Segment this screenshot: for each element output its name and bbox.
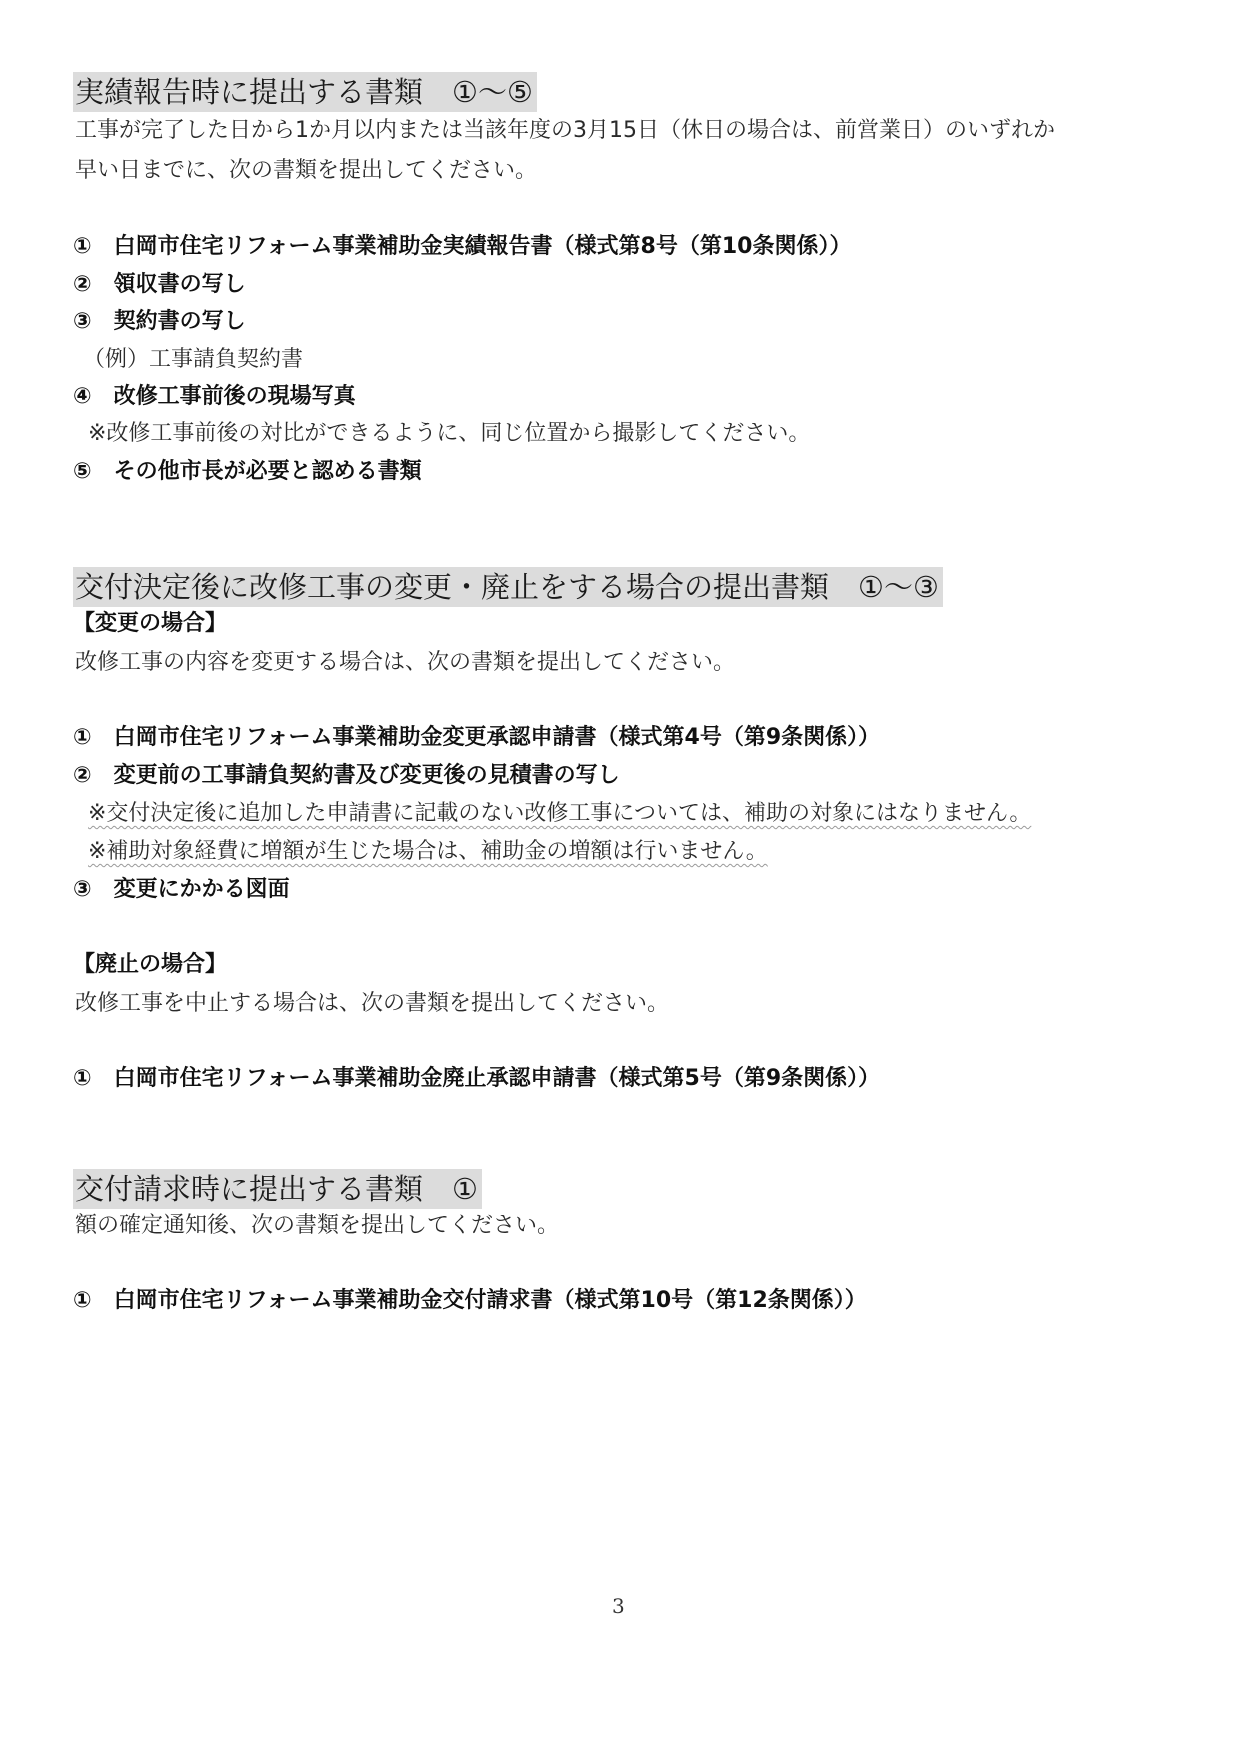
request-intro: 額の確定通知後、次の書類を提出してください。: [75, 1213, 560, 1238]
change-note: ※交付決定後に追加した申請書に記載のない改修工事については、補助の対象にはなりません。: [88, 801, 1032, 826]
list-item: ② 変更前の工事請負契約書及び変更後の見積書の写し: [73, 763, 620, 788]
list-item: ③ 契約書の写し: [73, 309, 246, 334]
subheading-abolish: 【廃止の場合】: [73, 952, 228, 977]
abolish-intro: 改修工事を中止する場合は、次の書類を提出してください。: [75, 991, 670, 1016]
photo-note: ※改修工事前後の対比ができるように、同じ位置から撮影してください。: [88, 421, 811, 446]
change-note: ※補助対象経費に増額が生じた場合は、補助金の増額は行いません。: [88, 839, 768, 864]
section-heading-change: 交付決定後に改修工事の変更・廃止をする場合の提出書類 ①～③: [73, 567, 943, 607]
list-item: ① 白岡市住宅リフォーム事業補助金変更承認申請書（様式第4号（第9条関係））: [73, 725, 881, 750]
page-number: 3: [612, 1594, 625, 1618]
subheading-change: 【変更の場合】: [73, 611, 228, 636]
list-item: ① 白岡市住宅リフォーム事業補助金実績報告書（様式第8号（第10条関係））: [73, 234, 852, 259]
example-note: （例）工事請負契約書: [83, 347, 304, 372]
section-intro-line: 早い日までに、次の書類を提出してください。: [75, 158, 538, 183]
list-item: ⑤ その他市長が必要と認める書類: [73, 459, 422, 484]
section-heading-request: 交付請求時に提出する書類 ①: [73, 1169, 482, 1209]
list-item: ① 白岡市住宅リフォーム事業補助金交付請求書（様式第10号（第12条関係））: [73, 1288, 867, 1313]
list-item: ① 白岡市住宅リフォーム事業補助金廃止承認申請書（様式第5号（第9条関係））: [73, 1066, 881, 1091]
list-item: ④ 改修工事前後の現場写真: [73, 384, 356, 409]
section-heading-report: 実績報告時に提出する書類 ①～⑤: [73, 72, 537, 112]
list-item: ③ 変更にかかる図面: [73, 877, 290, 902]
change-intro: 改修工事の内容を変更する場合は、次の書類を提出してください。: [75, 650, 736, 675]
list-item: ② 領収書の写し: [73, 272, 246, 297]
section-intro-line: 工事が完了した日から1か月以内または当該年度の3月15日（休日の場合は、前営業日）のいずれか: [75, 118, 1055, 143]
